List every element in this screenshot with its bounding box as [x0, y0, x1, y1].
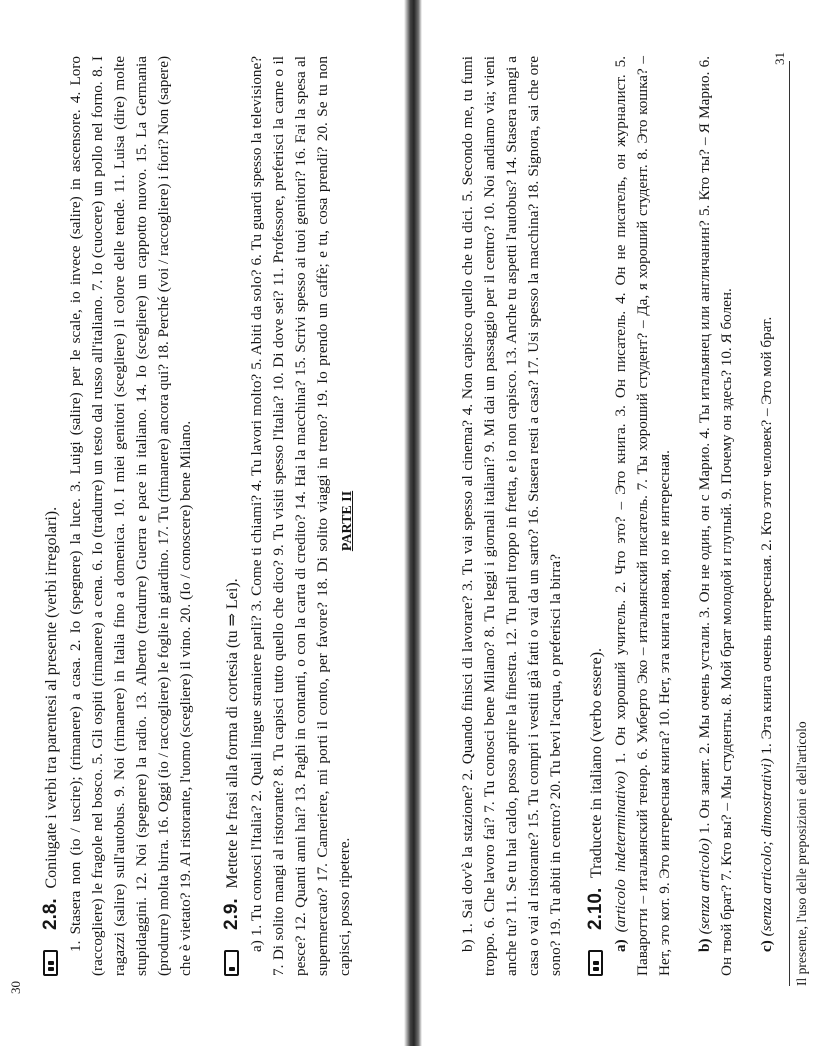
exercise-items: 1. Stasera non (io / uscire); (rimanere) a casa. 2. Io (spegnere) la luce. 3. Luigi (salire) per le scale, io invece (salire) in ascensore. 4. Loro (raccogliere) le fragole nel bosco. 5. Gli ospiti (rimanere) a cena. 6. Io (tradurre) un testo dal russo all'italiano. 7. Io (cuocere) un pollo nel forno. 8. I ragazzi (salire) sull'autobus. 9. Noi (rimanere) in Italia fino a domenica. 10. I miei genitori (scegliere) il colore delle tende. 11. Luisa (dire) molte stupidaggini. 12. Noi (spegnere) la radio. 13. Alberto (tradurre) Guerra e pace in italiano. 14. Io (scegliere) un cappotto nuovo. 15. La Germania (produrre) molta birra. 16. Oggi (io / raccogliere) le foglie in giardino. 17. Tu (rimanere) ancora qui? 18. Perché (voi / raccogliere) i fiori? Non (sapere) che è vietato? 19. Al ristorante, l'uomo (scegliere) il vino. 20. (Io / conoscere) bene Milano.: [67, 56, 194, 976]
right-page: [417, 0, 834, 1046]
exercise-part-c: c) (senza articolo; dimostrativi) 1. Эта книга очень интересная. 2. Кто этот человек? – Это мой брат.: [758, 316, 775, 952]
exercise-2-9-continuation: b) 1. Sai dov'è la stazione? 2. Quando finisci di lavorare? 3. Tu vai spesso al cinema? 4. Non capisco quello che tu dici. 5. Secondo me, tu fumi troppo. 6. Che lavoro fai? 7. Tu conosci bene Milano? 8. Tu leggi i giornali italiani? 9. Mi dai un passaggio per il centro? 10. Noi andiamo via; vieni anche tu? 11. Se tu hai caldo, posso aprire la finestra. 12. Tu parli troppo in fretta, e io non capisco. 13. Anche tu aspetti l'autobus? 14. Stasera mangi a casa o vai al ristorante? 15. Tu compri i vestiti già fatti o vai da un sarto? 16. Stasera resti a casa? 17. Usi spesso la macchina? 18. Signora, sai che ore sono? 19. Tu abiti in centro? 20. Tu bevi l'acqua, o preferisci la birra?: [459, 56, 564, 976]
exercise-part-a: a) (articolo indeterminativo) 1. Он хороший учитель. 2. Что это? – Это книга. 3. Он писатель. 4. Он не писатель, он журналист. 5. Паваротти – итальянский тенор. 6. Умберто Эко – итальянский писатель. 7. Ты хороший студент? – Да, я хороший студент. 8. Это кошка? – Нет, это кот. 9. Это интересная книга? 10. Нет, эта книга новая, но не интересная.: [612, 55, 673, 976]
page-body: [457, 56, 784, 976]
exercise-2-9: [221, 56, 356, 976]
exercise-number: 2.8.: [40, 898, 61, 930]
running-header: PARTE II: [340, 490, 355, 552]
exercise-items: a) 1. Tu conosci l'Italia? 2. Quali lingue straniere parli? 3. Come ti chiami? 4. Tu lavori molto? 5. Abiti da solo? 6. Tu guardi spesso la televisione? 7. Di solito mangi al ristorante? 8. Tu capisci tutto quello che dico? 9. Tu visiti spesso l'Italia? 10. Di dove sei? 11. Professore, preferisci la carne o il pesce? 12. Quanti anni hai? 13. Paghi in contanti, o con la carta di credito? 14. Hai la macchina? 15. Scrivi spesso ai tuoi genitori? 16. Fai la spesa al supermercato? 17. Cameriere, mi porti il conto, per favore? 18. Di solito viaggi in treno? 19. Io prendo un caffè; e tu, cosa prendi? 20. Se tu non capisci, posso ripetere.: [248, 56, 353, 976]
exercise-title: Coniugate i verbi tra parentesi al presente (verbi irregolari).: [43, 506, 60, 889]
exercise-title: Traducete in italiano (verbo essere).: [588, 647, 605, 878]
exercise-number: 2.9.: [221, 898, 242, 930]
audio-icon: [43, 950, 58, 976]
audio-icon: [588, 950, 603, 976]
page-number: 30: [8, 981, 23, 994]
page-body: [40, 56, 362, 976]
running-header: Il presente, l'uso delle preposizioni e dell'articolo: [789, 61, 810, 986]
exercise-2-10: [585, 56, 778, 976]
page-number: 31: [772, 52, 787, 65]
audio-icon: [224, 950, 239, 976]
exercise-number: 2.10.: [585, 887, 606, 930]
exercise-2-8: [40, 56, 197, 976]
exercise-part-b: b) (senza articolo) 1. Он занят. 2. Мы очень устали. 3. Он не один, он с Марио. 4. Ты итальянец или англичанин? 5. Кто ты? – Я Марио. 6. Он твой брат? 7. Кто вы? – Мы студенты. 8. Мой брат молодой и глупый. 9. Почему он здесь? 10. Я болен.: [696, 56, 735, 976]
exercise-title: Mettete le frasi alla forma di cortesia (tu ⇒ Lei).: [224, 578, 241, 889]
